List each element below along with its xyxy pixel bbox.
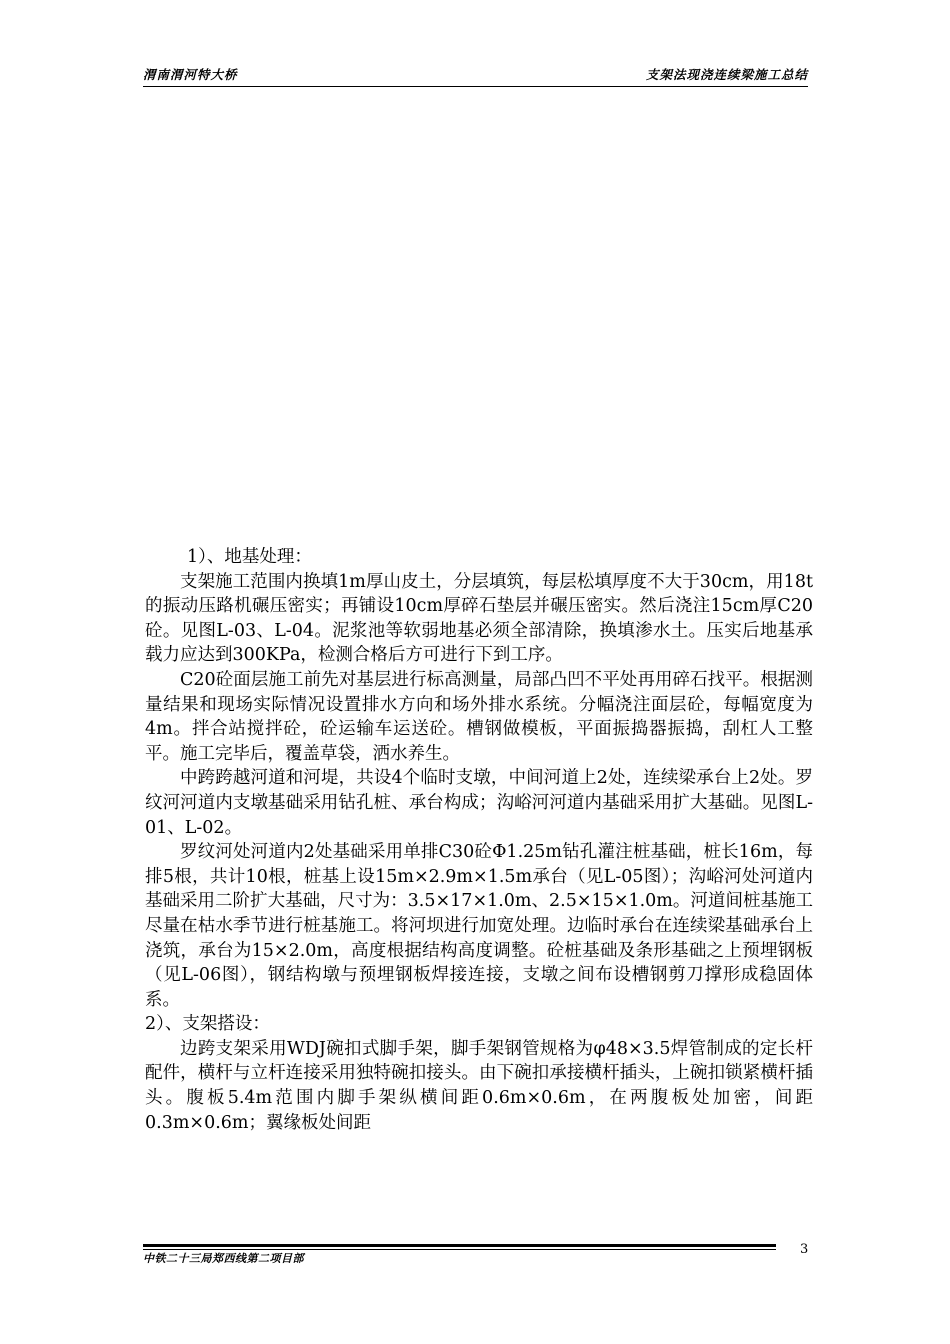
section-heading-foundation: 1）、地基处理：	[187, 547, 312, 567]
body-text	[145, 545, 813, 1135]
paragraph-foundation-fill: 支架施工范围内换填1m厚山皮土，分层填筑，每层松填厚度不大于30cm，用18t的振动压路机碾压密实；再铺设10cm厚碎石垫层并碾压密实。然后浇注15cm厚C20砼。见图L-03、L-04。泥浆池等软弱地基必须全部清除，换填渗水土。压实后地基承载力应达到300KPa，检测合格后方可进行下到工序。	[145, 571, 813, 666]
header-divider	[143, 86, 808, 87]
page-header	[143, 66, 808, 86]
paragraph-pile-foundation: 罗纹河处河道内2处基础采用单排C30砼Φ1.25m钻孔灌注桩基础，桩长16m，每排5根，共计10根，桩基上设15m×2.9m×1.5m承台（见L-05图）；沟峪河处河道内基础采用二阶扩大基础，尺寸为：3.5×17×1.0m、2.5×15×1.0m。河道间桩基施工尽量在枯水季节进行桩基施工。将河坝进行加宽处理。边临时承台在连续梁基础承台上浇筑，承台为15×2.0m，高度根据结构高度调整。砼桩基础及条形基础之上预埋钢板（见L-06图），钢结构墩与预埋钢板焊接连接，支墩之间布设槽钢剪刀撑形成稳固体系。	[145, 842, 813, 1010]
header-project-name: 渭南渭河特大桥	[143, 67, 238, 82]
page-number: 3	[800, 1242, 809, 1257]
header-document-title: 支架法现浇连续梁施工总结	[645, 67, 808, 82]
paragraph-scaffold-setup: 边跨支架采用WDJ碗扣式脚手架，脚手架钢管规格为φ48×3.5焊管制成的定长杆配件，横杆与立杆连接采用独特碗扣接头。由下碗扣承接横杆插头，上碗扣锁紧横杆插头。腹板5.4m范围内脚手架纵横间距0.6m×0.6m，在两腹板处加密，间距0.3m×0.6m；翼缘板处间距	[145, 1038, 813, 1133]
paragraph-temporary-piers: 中跨跨越河道和河堤，共设4个临时支墩，中间河道上2处，连续梁承台上2处。罗纹河河道内支墩基础采用钻孔桩、承台构成；沟峪河河道内基础采用扩大基础。见图L-01、L-02。	[145, 768, 813, 838]
section-heading-scaffold: 2）、支架搭设：	[145, 1014, 270, 1035]
footer-organization: 中铁二十三局郑西线第二项目部	[143, 1252, 304, 1265]
paragraph-c20-surface: C20砼面层施工前先对基层进行标高测量，局部凸凹不平处再用碎石找平。根据测量结果和现场实际情况设置排水方向和场外排水系统。分幅浇注面层砼，每幅宽度为4m。拌合站搅拌砼，砼运输车运送砼。槽钢做模板，平面振捣器振捣，刮杠人工整平。施工完毕后，覆盖草袋，洒水养生。	[145, 669, 813, 764]
footer-divider-thick	[143, 1244, 776, 1247]
